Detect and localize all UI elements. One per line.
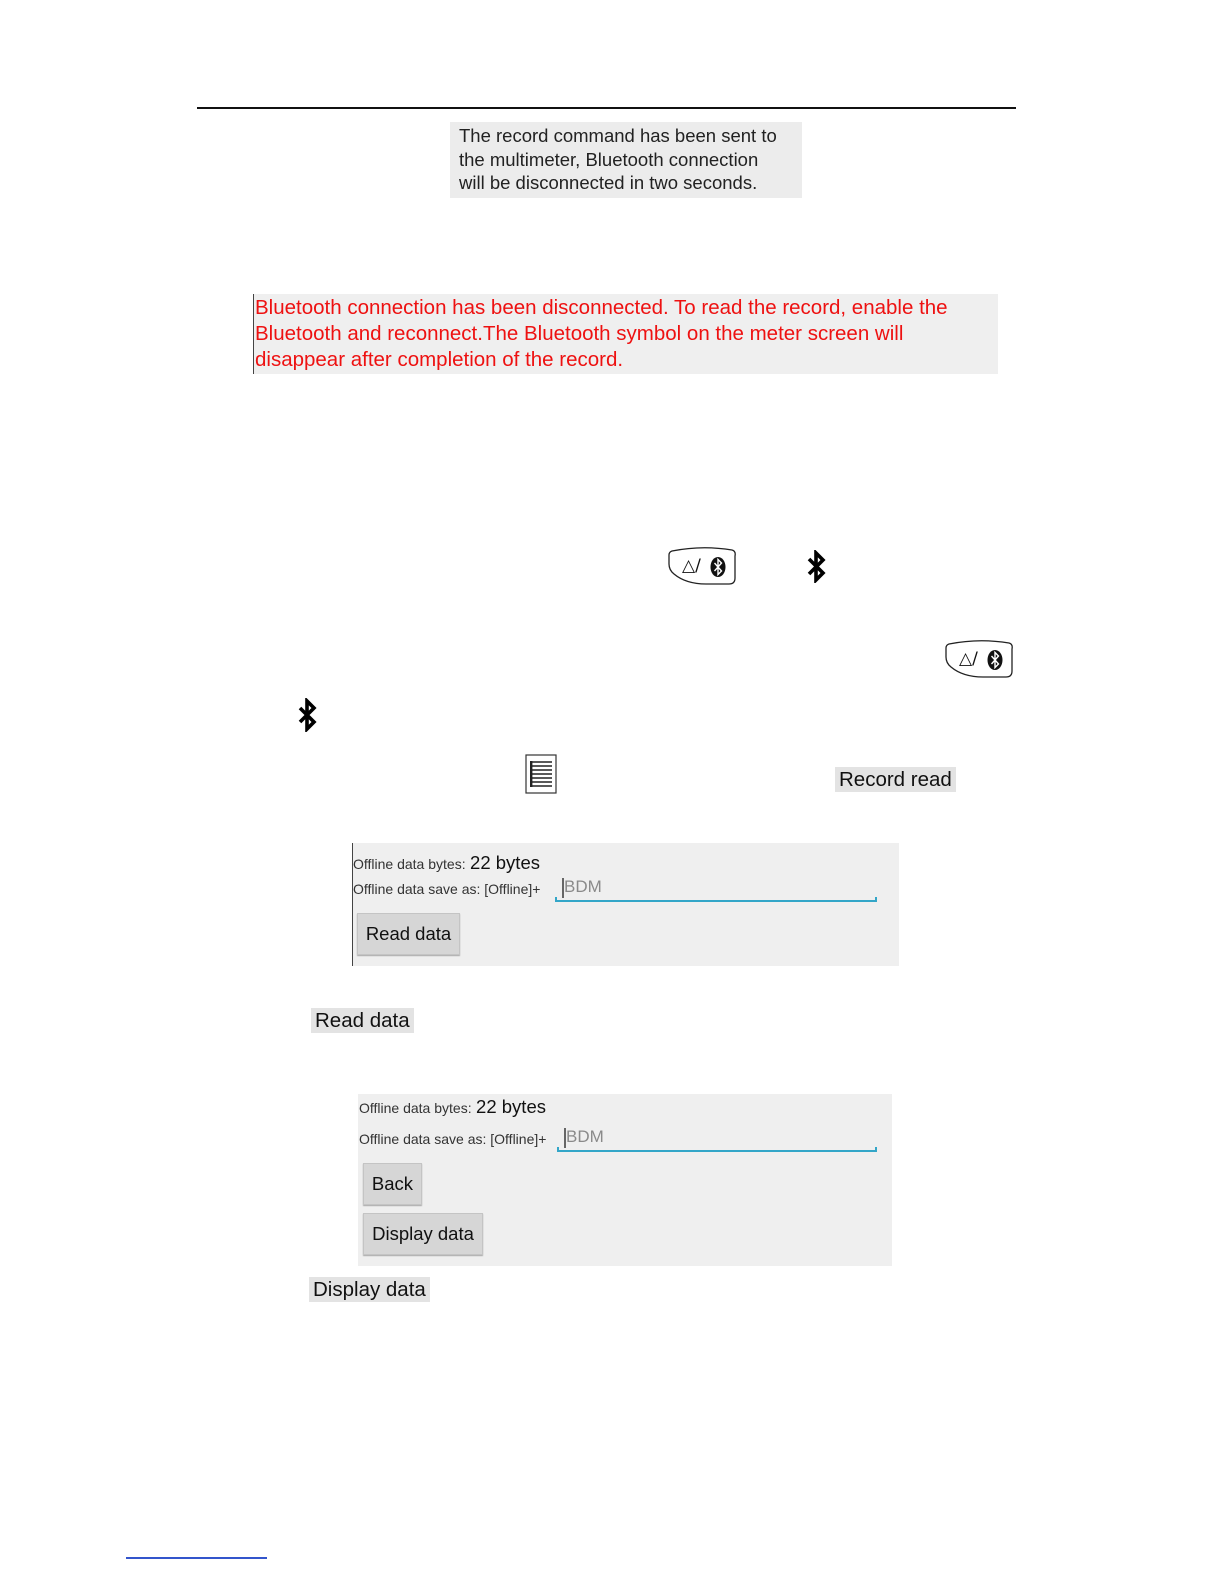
alert-line: disappear after completion of the record. (255, 348, 624, 371)
bytes-row (353, 852, 540, 874)
filename-input-value: BDM (564, 877, 602, 896)
back-button[interactable]: Back (363, 1163, 422, 1205)
bluetooth-icon (806, 550, 828, 583)
bytes-value: 22 bytes (470, 852, 540, 873)
read-data-button[interactable]: Read data (357, 913, 460, 955)
bluetooth-icon (297, 698, 319, 732)
toast-line: The record command has been sent to (459, 125, 777, 146)
offline-data-panel-after-read (358, 1094, 892, 1266)
record-sent-toast (450, 122, 802, 198)
alert-line: Bluetooth and reconnect.The Bluetooth symbol on the meter screen will (255, 322, 904, 345)
header-rule (197, 107, 1016, 109)
toast-line: will be disconnected in two seconds. (459, 172, 758, 193)
save-as-label: Offline data save as: [Offline]+ (353, 881, 541, 897)
keycap-label: △/ (959, 649, 978, 669)
display-data-button[interactable]: Display data (363, 1213, 483, 1255)
bytes-label: Offline data bytes: (353, 856, 466, 872)
toast-line: the multimeter, Bluetooth connection (459, 148, 759, 170)
disconnect-alert (253, 294, 998, 374)
footnote-rule (126, 1557, 267, 1559)
filename-input[interactable] (557, 1126, 877, 1152)
list-icon[interactable] (525, 754, 557, 794)
delta-bluetooth-key-icon (945, 639, 1015, 679)
read-data-chip[interactable]: Read data (311, 1008, 414, 1033)
bytes-label: Offline data bytes: (359, 1100, 472, 1116)
offline-data-panel (352, 843, 899, 966)
alert-line: Bluetooth connection has been disconnected. To read the record, enable the (255, 296, 948, 319)
filename-input-value: BDM (566, 1127, 604, 1146)
display-data-chip[interactable]: Display data (309, 1277, 430, 1302)
record-read-chip[interactable]: Record read (835, 767, 956, 792)
keycap-label: △/ (682, 556, 701, 576)
save-as-label: Offline data save as: [Offline]+ (359, 1131, 547, 1147)
bytes-value: 22 bytes (476, 1096, 546, 1117)
filename-input[interactable] (555, 876, 877, 902)
delta-bluetooth-key-icon (668, 546, 738, 586)
bytes-row (359, 1096, 546, 1118)
